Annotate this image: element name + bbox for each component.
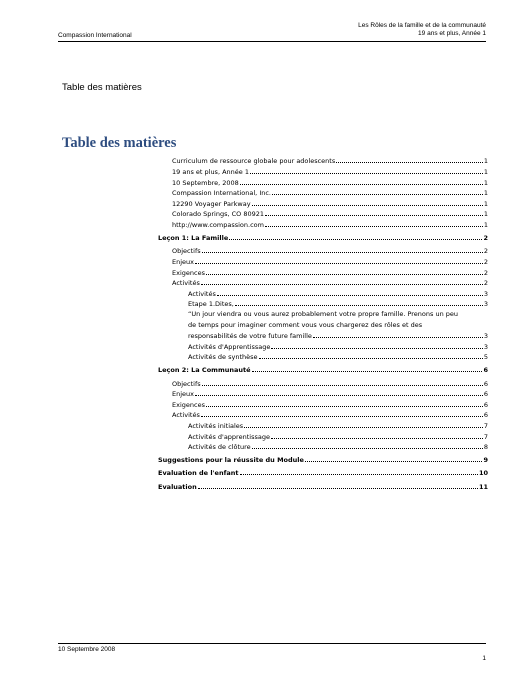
toc-entry-section[interactable] <box>158 456 488 464</box>
toc-entry[interactable] <box>172 179 488 187</box>
toc-entry[interactable] <box>188 332 488 340</box>
toc-entry-label: Activités d'Apprentissage <box>188 343 271 351</box>
toc-leader <box>313 332 483 338</box>
toc-entry-label: Enjeux <box>172 390 194 398</box>
toc-entry-page: 1 <box>483 157 488 165</box>
toc-entry[interactable] <box>172 168 488 176</box>
toc-entry-section[interactable] <box>158 483 488 491</box>
toc-entry[interactable] <box>172 411 488 419</box>
toc-entry-page: 8 <box>483 443 488 451</box>
toc-entry[interactable] <box>172 210 488 218</box>
toc-entry[interactable] <box>188 290 488 298</box>
toc-entry-page: 3 <box>483 290 488 298</box>
toc-entry-quote[interactable] <box>188 309 488 330</box>
toc-entry[interactable] <box>172 221 488 229</box>
toc-leader <box>336 157 483 163</box>
toc-entry[interactable] <box>188 443 488 451</box>
toc-quote-line: “Un jour viendra ou vous aurez probablement votre propre famille. Prenons un peu <box>188 310 459 318</box>
toc-entry-page: 2 <box>483 269 488 277</box>
toc-leader <box>272 189 483 195</box>
toc-entry-page: 2 <box>483 234 488 242</box>
toc-leader <box>244 422 483 428</box>
toc-leader <box>265 221 483 227</box>
toc-entry-label: Suggestions pour la réussite du Module <box>158 456 304 464</box>
toc-entry[interactable] <box>172 279 488 287</box>
toc-entry-lesson[interactable] <box>158 366 488 374</box>
toc-entry-page: 10 <box>478 469 488 477</box>
toc-entry-page: 9 <box>483 456 488 464</box>
toc-entry-page: 2 <box>483 247 488 255</box>
header-title-line: Les Rôles de la famille et de la communauté <box>358 22 486 29</box>
toc-leader <box>265 210 483 216</box>
toc-entry-label: Activités <box>188 290 216 298</box>
toc-entry-page: 1 <box>483 189 488 197</box>
toc-leader <box>202 380 483 386</box>
toc-entry-page: 7 <box>483 422 488 430</box>
header-subtitle-line: 19 ans et plus, Année 1 <box>418 30 486 37</box>
toc-entry-label: Exigences <box>172 401 205 409</box>
toc-leader <box>252 366 483 372</box>
toc-entry[interactable] <box>172 189 488 197</box>
toc-entry-label: Activités initiales <box>188 422 244 430</box>
toc-leader <box>235 300 483 306</box>
toc-entry-label: Evaluation de l'enfant <box>158 469 239 477</box>
footer-divider <box>58 643 486 644</box>
toc-entry-page: 3 <box>483 300 488 308</box>
toc-leader <box>198 483 478 489</box>
toc-entry-page: 2 <box>483 258 488 266</box>
toc-entry-label: 19 ans et plus, Année 1 <box>172 168 249 176</box>
toc-leader <box>206 401 483 407</box>
toc-leader <box>240 179 483 185</box>
toc-entry-page: 2 <box>483 279 488 287</box>
toc-entry-label: Evaluation <box>158 483 197 491</box>
toc-entry[interactable] <box>172 258 488 266</box>
toc-entry[interactable] <box>172 200 488 208</box>
toc-entry-page: 1 <box>483 200 488 208</box>
toc-entry-label: Activités <box>172 411 200 419</box>
toc-entry-label: Curriculum de ressource globale pour adolescents <box>172 157 336 165</box>
toc-leader <box>201 411 483 417</box>
toc-leader <box>252 443 483 449</box>
toc-entry-page: 3 <box>483 343 488 351</box>
toc-leader <box>252 200 483 206</box>
header-divider <box>58 41 486 42</box>
toc-entry-label: 10 Septembre, 2008 <box>172 179 239 187</box>
toc-leader <box>229 234 482 240</box>
toc-entry-label: Objectifs <box>172 380 201 388</box>
toc-entry-label: Exigences <box>172 269 205 277</box>
toc-entry-page: 6 <box>483 380 488 388</box>
toc-entry-label: Leçon 1: La Famille <box>158 234 229 242</box>
toc-entry[interactable] <box>188 300 488 308</box>
toc-leader <box>202 247 483 253</box>
toc-leader <box>206 269 483 275</box>
toc-entry-label: Activités <box>172 279 200 287</box>
toc-entry-page: 6 <box>483 401 488 409</box>
toc-leader <box>195 390 483 396</box>
toc-entry-label: Enjeux <box>172 258 194 266</box>
toc-leader <box>271 343 482 349</box>
toc-entry-page: 3 <box>483 332 488 340</box>
toc-quote-line: de temps pour imaginer comment vous vous chargerez des rôles et des <box>188 320 423 329</box>
toc-entry-label: http://www.compassion.com <box>172 221 264 229</box>
toc-entry[interactable] <box>172 390 488 398</box>
toc-entry-page: 6 <box>483 366 488 374</box>
toc-entry-label: Leçon 2: La Communauté <box>158 366 251 374</box>
toc-entry-page: 1 <box>483 168 488 176</box>
toc-entry-label: Activités d'apprentissage <box>188 433 270 441</box>
toc-entry-label: Colorado Springs, CO 80921 <box>172 210 265 218</box>
toc-leader <box>201 279 483 285</box>
toc-leader <box>217 290 483 296</box>
toc-entry-label: Compassion International, Inc. <box>172 189 271 197</box>
toc-entry-page: 6 <box>483 390 488 398</box>
toc-entry-page: 6 <box>483 411 488 419</box>
toc-entry-page: 1 <box>483 221 488 229</box>
toc-entry[interactable] <box>188 353 488 361</box>
toc-leader <box>271 433 483 439</box>
toc-entry[interactable] <box>172 380 488 388</box>
toc-leader <box>240 469 478 475</box>
toc-entry[interactable] <box>172 247 488 255</box>
toc-entry-label: Objectifs <box>172 247 201 255</box>
toc-leader <box>250 168 483 174</box>
toc-entry-page: 7 <box>483 433 488 441</box>
toc-leader <box>195 258 483 264</box>
toc-entry[interactable] <box>188 433 488 441</box>
toc-entry-label: responsabilités de votre future famille <box>188 332 312 340</box>
toc-entry-section[interactable] <box>158 469 488 477</box>
toc-entry[interactable] <box>172 157 488 165</box>
toc-entry-page: 11 <box>478 483 488 491</box>
toc-entry-page: 1 <box>483 210 488 218</box>
toc-leader <box>259 353 483 359</box>
toc-entry[interactable] <box>172 269 488 277</box>
header-document-title <box>358 22 486 38</box>
toc-entry-label: 12290 Voyager Parkway <box>172 200 251 208</box>
toc-entry[interactable] <box>188 343 488 351</box>
toc-entry-page: 5 <box>483 353 488 361</box>
toc-leader <box>305 456 483 462</box>
toc-entry-lesson[interactable] <box>158 234 488 242</box>
page-number: 1 <box>482 655 486 662</box>
section-heading: Table des matières <box>62 82 142 93</box>
toc-entry-label: Etape 1.Dites, <box>188 300 234 308</box>
toc-entry-label: Activités de synthèse <box>188 353 258 361</box>
toc-entry-label: Activités de clôture <box>188 443 251 451</box>
toc-entry-page: 1 <box>483 179 488 187</box>
toc-entry[interactable] <box>172 401 488 409</box>
footer-date: 10 Septembre 2008 <box>58 646 116 653</box>
header-organization: Compassion International <box>58 32 132 39</box>
toc-title: Table des matières <box>62 135 177 151</box>
toc-entry[interactable] <box>188 422 488 430</box>
